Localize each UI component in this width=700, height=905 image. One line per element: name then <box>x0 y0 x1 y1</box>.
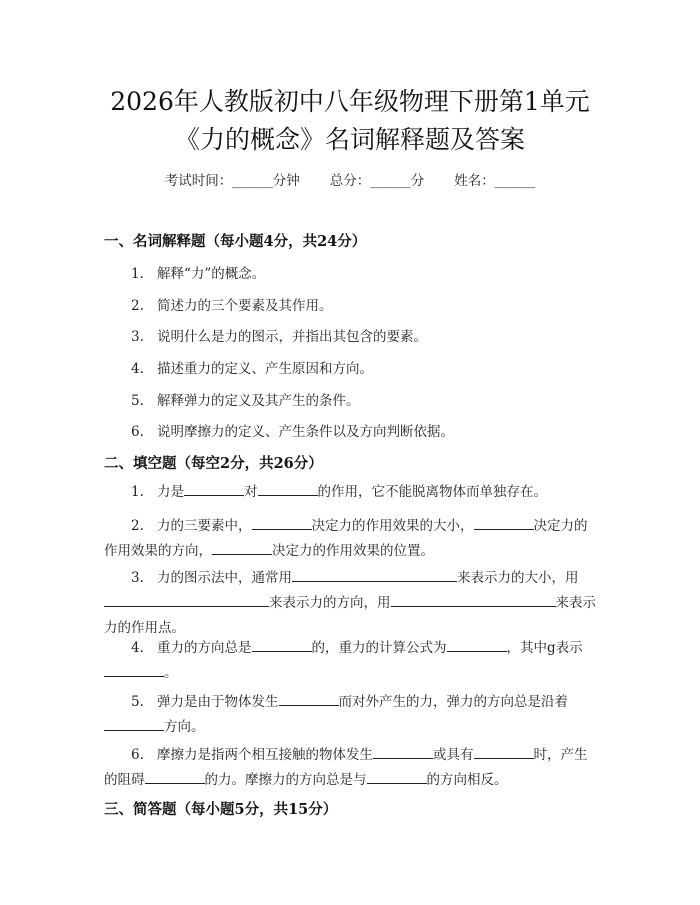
item-number: 3. <box>131 570 144 586</box>
item-text: 描述重力的定义、产生原因和方向。 <box>157 361 373 377</box>
text-c: 决定力的作用效果的方向， <box>104 518 588 559</box>
score-unit: 分 <box>410 173 425 189</box>
fill-question-2 <box>104 514 599 564</box>
text-d: 。 <box>164 665 178 681</box>
item-number: 2. <box>131 518 144 534</box>
section1-heading: 一、名词解释题（每小题4分，共24分） <box>104 233 367 250</box>
answer-blank[interactable] <box>252 637 312 652</box>
text-c: 的作用，它不能脱离物体而单独存在。 <box>317 484 547 500</box>
item-text: 解释“力”的概念。 <box>157 266 266 282</box>
answer-blank[interactable] <box>184 481 244 496</box>
answer-blank[interactable] <box>474 515 534 530</box>
answer-blank[interactable] <box>258 481 318 496</box>
time-blank: ______ <box>232 173 273 189</box>
item-number: 4. <box>131 640 144 656</box>
answer-blank[interactable] <box>373 744 433 759</box>
list-item <box>131 420 454 440</box>
list-item <box>131 325 427 345</box>
answer-blank[interactable] <box>104 662 164 677</box>
text-c: 方向。 <box>164 719 205 735</box>
item-number: 1. <box>131 484 144 500</box>
item-text: 说明摩擦力的定义、产生条件以及方向判断依据。 <box>157 424 454 440</box>
answer-blank[interactable] <box>367 769 427 784</box>
score-label: 总分： <box>329 173 371 189</box>
item-number: 6. <box>131 424 144 440</box>
answer-blank[interactable] <box>292 567 457 582</box>
item-number: 1. <box>131 266 144 282</box>
answer-blank[interactable] <box>474 744 534 759</box>
text-a: 力的三要素中， <box>157 518 252 534</box>
time-unit: 分钟 <box>272 173 300 189</box>
answer-blank[interactable] <box>447 637 507 652</box>
list-item <box>131 262 265 282</box>
fill-question-6 <box>104 743 599 793</box>
answer-blank[interactable] <box>145 769 205 784</box>
exam-meta <box>0 169 700 189</box>
text-a: 重力的方向总是 <box>157 640 252 656</box>
fill-question-5 <box>104 690 599 740</box>
text-c: 来表示力的方向，用 <box>269 595 391 611</box>
section3-heading: 三、简答题（每小题5分，共15分） <box>104 801 338 818</box>
text-d: 的力。摩擦力的方向总是与 <box>204 772 367 788</box>
fill-question-1 <box>104 480 599 505</box>
text-c: 时，产生的阻碍 <box>104 747 588 788</box>
text-b: 或具有 <box>433 747 474 763</box>
text-b: 而对外产生的力，弹力的方向总是沿着 <box>338 694 568 710</box>
title-line-2: 《力的概念》名词解释题及答案 <box>174 125 525 154</box>
list-item <box>131 389 360 409</box>
text-b: 来表示力的大小，用 <box>457 570 579 586</box>
name-blank: ______ <box>494 173 536 189</box>
text-a: 摩擦力是指两个相互接触的物体发生 <box>157 747 373 763</box>
text-c: ，其中g表示 <box>506 640 583 656</box>
item-text: 说明什么是力的图示，并指出其包含的要素。 <box>157 329 427 345</box>
text-d: 来表示力的作用点。 <box>104 595 596 636</box>
time-label: 考试时间： <box>164 173 233 189</box>
item-text: 解释弹力的定义及其产生的条件。 <box>157 393 360 409</box>
text-b: 决定力的作用效果的大小， <box>311 518 474 534</box>
item-number: 4. <box>131 361 144 377</box>
item-number: 3. <box>131 329 144 345</box>
fill-question-4 <box>104 636 599 686</box>
answer-blank[interactable] <box>252 515 312 530</box>
text-e: 的方向相反。 <box>426 772 508 788</box>
item-number: 5. <box>131 393 144 409</box>
answer-blank[interactable] <box>279 691 339 706</box>
text-b: 对 <box>244 484 258 500</box>
title-line-1: 2026年人教版初中八年级物理下册第1单元 <box>110 87 590 116</box>
answer-blank[interactable] <box>104 592 269 607</box>
answer-blank[interactable] <box>212 540 272 555</box>
text-a: 弹力是由于物体发生 <box>157 694 279 710</box>
answer-blank[interactable] <box>391 592 556 607</box>
text-a: 力是 <box>157 484 184 500</box>
score-blank: ______ <box>370 173 411 189</box>
answer-blank[interactable] <box>104 716 164 731</box>
text-d: 决定力的作用效果的位置。 <box>272 543 434 559</box>
name-label: 姓名： <box>454 173 495 189</box>
item-number: 2. <box>131 298 144 314</box>
text-a: 力的图示法中，通常用 <box>157 570 292 586</box>
fill-question-3 <box>104 566 599 641</box>
item-number: 6. <box>131 747 144 763</box>
item-text: 简述力的三个要素及其作用。 <box>157 298 333 314</box>
text-b: 的，重力的计算公式为 <box>311 640 447 656</box>
list-item <box>131 294 333 314</box>
section2-heading: 二、填空题（每空2分，共26分） <box>104 455 323 472</box>
list-item <box>131 357 373 377</box>
item-number: 5. <box>131 694 144 710</box>
